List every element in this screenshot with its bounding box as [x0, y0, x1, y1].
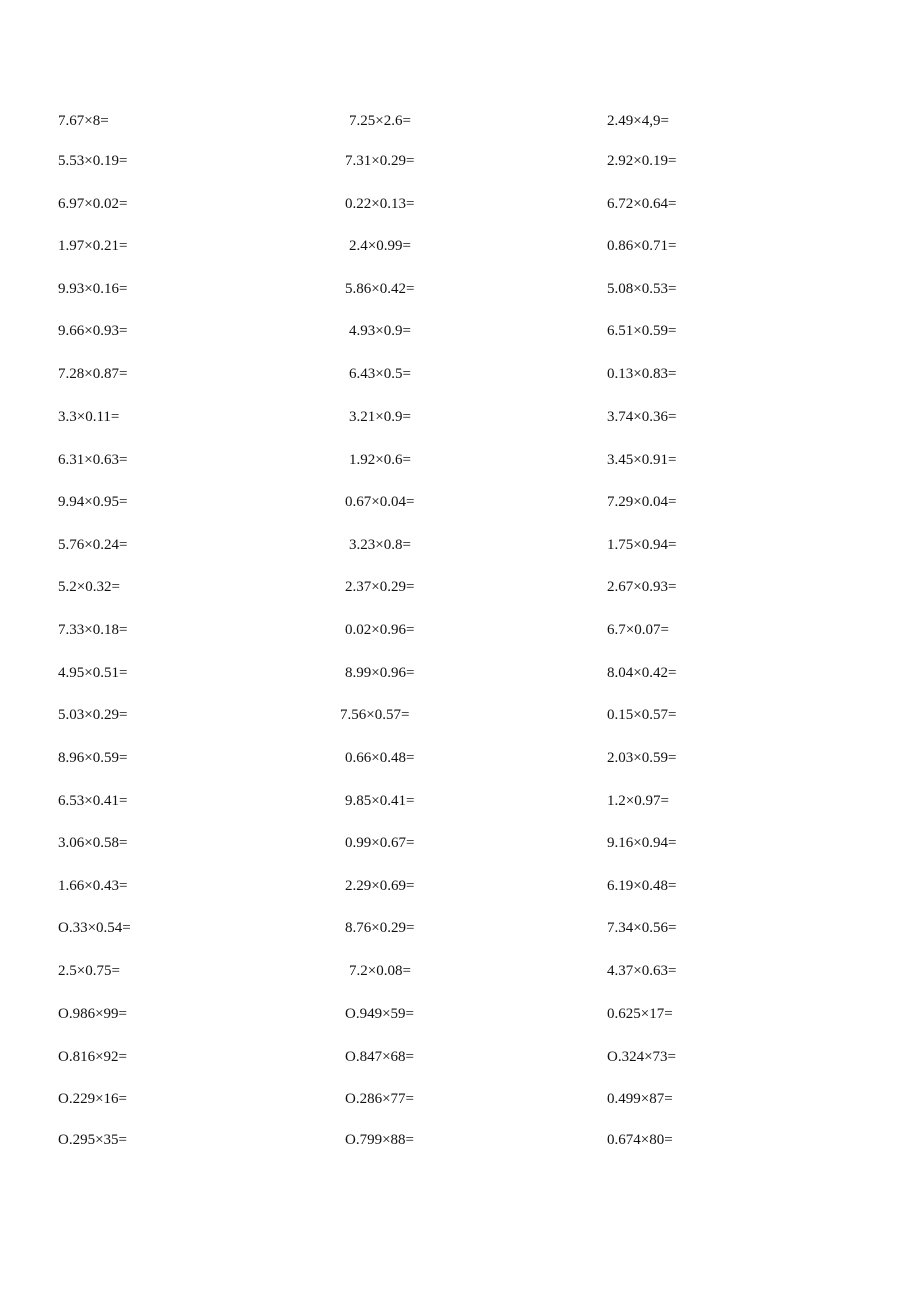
- problem-right-23: O.324×73=: [607, 1049, 677, 1065]
- problem-left-19: 1.66×0.43=: [58, 878, 128, 894]
- problem-left-1: 7.67×8=: [58, 113, 109, 129]
- problem-middle-20: 8.76×0.29=: [345, 920, 415, 936]
- problem-left-22: O.986×99=: [58, 1006, 128, 1022]
- problem-left-23: O.816×92=: [58, 1049, 128, 1065]
- problem-left-25: O.295×35=: [58, 1132, 128, 1148]
- problem-middle-10: 0.67×0.04=: [345, 494, 415, 510]
- problem-right-16: 2.03×0.59=: [607, 750, 677, 766]
- problem-right-4: 0.86×0.71=: [607, 238, 677, 254]
- problem-middle-22: O.949×59=: [345, 1006, 415, 1022]
- problem-middle-2: 7.31×0.29=: [345, 153, 415, 169]
- problem-middle-13: 0.02×0.96=: [345, 622, 415, 638]
- problem-right-12: 2.67×0.93=: [607, 579, 677, 595]
- problem-right-17: 1.2×0.97=: [607, 793, 669, 809]
- problem-middle-17: 9.85×0.41=: [345, 793, 415, 809]
- problem-right-6: 6.51×0.59=: [607, 323, 677, 339]
- problem-middle-19: 2.29×0.69=: [345, 878, 415, 894]
- problem-left-3: 6.97×0.02=: [58, 196, 128, 212]
- problem-left-17: 6.53×0.41=: [58, 793, 128, 809]
- problem-left-24: O.229×16=: [58, 1091, 128, 1107]
- problem-right-25: 0.674×80=: [607, 1132, 673, 1148]
- problem-right-5: 5.08×0.53=: [607, 281, 677, 297]
- problem-middle-11: 3.23×0.8=: [349, 537, 411, 553]
- problem-middle-24: O.286×77=: [345, 1091, 415, 1107]
- problem-right-11: 1.75×0.94=: [607, 537, 677, 553]
- problem-right-2: 2.92×0.19=: [607, 153, 677, 169]
- problem-right-24: 0.499×87=: [607, 1091, 673, 1107]
- problem-left-10: 9.94×0.95=: [58, 494, 128, 510]
- problem-left-21: 2.5×0.75=: [58, 963, 120, 979]
- problem-middle-4: 2.4×0.99=: [349, 238, 411, 254]
- problem-left-7: 7.28×0.87=: [58, 366, 128, 382]
- problem-middle-9: 1.92×0.6=: [349, 452, 411, 468]
- problem-left-11: 5.76×0.24=: [58, 537, 128, 553]
- problem-right-19: 6.19×0.48=: [607, 878, 677, 894]
- problem-middle-23: O.847×68=: [345, 1049, 415, 1065]
- problem-middle-8: 3.21×0.9=: [349, 409, 411, 425]
- problem-right-1: 2.49×4,9=: [607, 113, 669, 129]
- problem-middle-16: 0.66×0.48=: [345, 750, 415, 766]
- problem-left-6: 9.66×0.93=: [58, 323, 128, 339]
- problem-right-13: 6.7×0.07=: [607, 622, 669, 638]
- problem-middle-21: 7.2×0.08=: [349, 963, 411, 979]
- problem-right-14: 8.04×0.42=: [607, 665, 677, 681]
- problem-left-16: 8.96×0.59=: [58, 750, 128, 766]
- problem-middle-5: 5.86×0.42=: [345, 281, 415, 297]
- problem-right-18: 9.16×0.94=: [607, 835, 677, 851]
- problem-middle-15: 7.56×0.57=: [340, 707, 410, 723]
- problem-middle-3: 0.22×0.13=: [345, 196, 415, 212]
- problem-right-8: 3.74×0.36=: [607, 409, 677, 425]
- problem-middle-6: 4.93×0.9=: [349, 323, 411, 339]
- problem-left-8: 3.3×0.11=: [58, 409, 120, 425]
- problem-right-10: 7.29×0.04=: [607, 494, 677, 510]
- problem-middle-1: 7.25×2.6=: [349, 113, 411, 129]
- problem-middle-14: 8.99×0.96=: [345, 665, 415, 681]
- problem-middle-25: O.799×88=: [345, 1132, 415, 1148]
- problem-left-5: 9.93×0.16=: [58, 281, 128, 297]
- problem-left-2: 5.53×0.19=: [58, 153, 128, 169]
- problem-middle-18: 0.99×0.67=: [345, 835, 415, 851]
- problem-left-4: 1.97×0.21=: [58, 238, 128, 254]
- problem-right-22: 0.625×17=: [607, 1006, 673, 1022]
- problem-right-20: 7.34×0.56=: [607, 920, 677, 936]
- problem-left-12: 5.2×0.32=: [58, 579, 120, 595]
- problem-left-20: O.33×0.54=: [58, 920, 131, 936]
- problem-middle-7: 6.43×0.5=: [349, 366, 411, 382]
- problem-left-13: 7.33×0.18=: [58, 622, 128, 638]
- problem-left-18: 3.06×0.58=: [58, 835, 128, 851]
- problem-right-9: 3.45×0.91=: [607, 452, 677, 468]
- problem-left-15: 5.03×0.29=: [58, 707, 128, 723]
- problem-left-9: 6.31×0.63=: [58, 452, 128, 468]
- problem-right-7: 0.13×0.83=: [607, 366, 677, 382]
- problem-right-21: 4.37×0.63=: [607, 963, 677, 979]
- problem-right-15: 0.15×0.57=: [607, 707, 677, 723]
- problem-right-3: 6.72×0.64=: [607, 196, 677, 212]
- problem-middle-12: 2.37×0.29=: [345, 579, 415, 595]
- problem-left-14: 4.95×0.51=: [58, 665, 128, 681]
